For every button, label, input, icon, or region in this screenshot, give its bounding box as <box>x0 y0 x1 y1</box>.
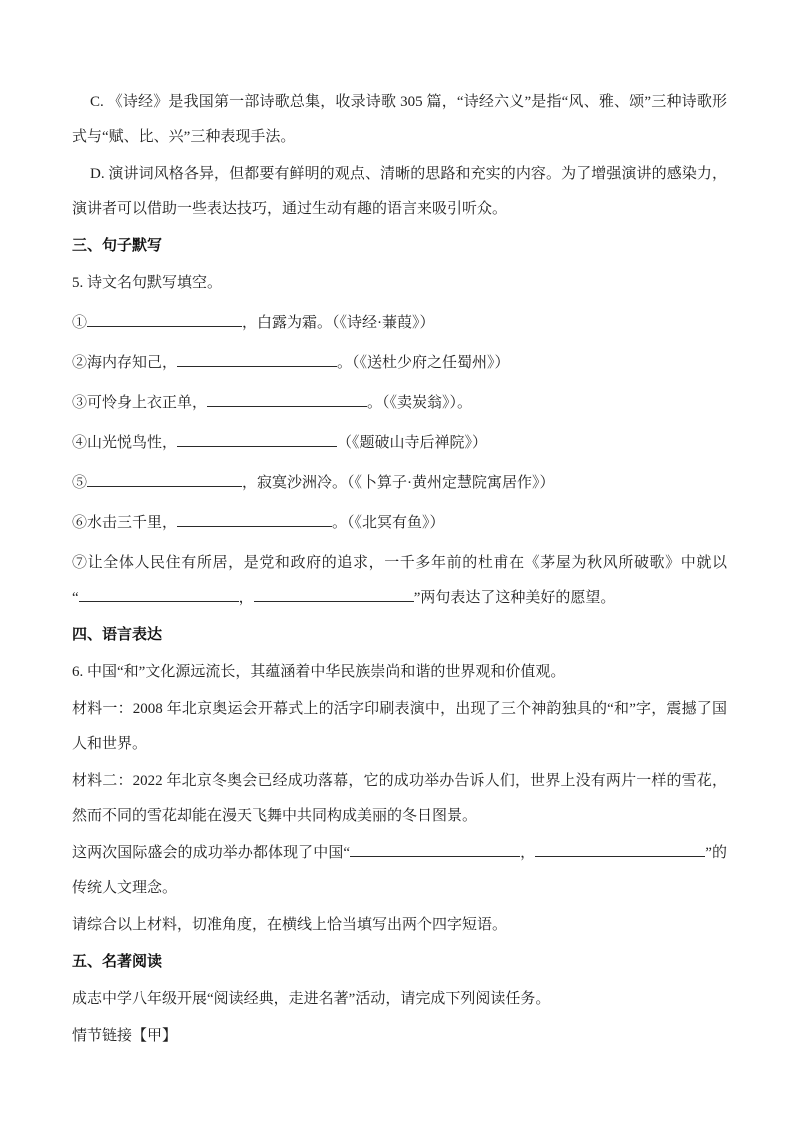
item1-post-text: ，白露为霜。（《诗经·蒹葭》） <box>242 315 435 331</box>
item4-post-text: （《题破山寺后禅院》） <box>337 435 488 451</box>
blank-item-5 <box>72 466 727 501</box>
blank-item-7-line1: ⑦让全体人民住有所居，是党和政府的追求，一千多年前的杜甫在《茅屋为秋风所破歌》中就以 <box>72 555 727 571</box>
item4-pre-text: ④山光悦鸟性， <box>72 435 178 451</box>
item5-pre-text: ⑤ <box>72 475 88 491</box>
instruction-text: 请综合以上材料，切准角度，在横线上恰当填写出两个四字短语。 <box>72 917 508 933</box>
blank-item-4 <box>72 426 727 461</box>
question5-label: 5. 诗文名句默写填空。 <box>72 275 223 291</box>
blank-item-3 <box>72 386 727 421</box>
summary-post-text: ”的 <box>705 845 727 861</box>
section4-heading: 四、语言表达 <box>72 627 163 643</box>
item7-tail-text: ”两句表达了这种美好的愿望。 <box>413 590 616 606</box>
answer-blank-5 <box>87 470 242 487</box>
material2-text: 材料二：2022 年北京冬奥会已经成功落幕，它的成功举办告诉人们，世界上没有两片一样的雪花，然而不同的雪花却能在漫天飞舞中共同构成美丽的冬日图景。 <box>72 773 727 824</box>
summary-line1 <box>72 836 727 871</box>
blank-item-6 <box>72 506 727 541</box>
item6-pre-text: ⑥水击三千里， <box>72 515 178 531</box>
blank-item-1 <box>72 306 727 341</box>
material1-text: 材料一：2008 年北京奥运会开幕式上的活字印刷表演中，出现了三个神韵独具的“和”字，震撼了国人和世界。 <box>72 701 727 752</box>
blank-item-7-line2 <box>72 581 727 616</box>
answer-blank-2 <box>177 350 337 367</box>
item3-pre-text: ③可怜身上衣正单， <box>72 395 208 411</box>
plot-link-label: 情节链接【甲】 <box>72 1028 178 1044</box>
answer-blank-8a <box>350 840 520 857</box>
item2-pre-text: ②海内存知己， <box>72 355 178 371</box>
item7-open-quote: “ <box>72 590 79 606</box>
option-d-text: D. 演讲词风格各异，但都要有鲜明的观点、清晰的思路和充实的内容。为了增强演讲的感染力，演讲者可以借助一些表达技巧，通过生动有趣的语言来吸引听众。 <box>72 166 727 217</box>
item3-post-text: 。（《卖炭翁》）。 <box>367 395 473 411</box>
answer-blank-7a <box>79 585 239 602</box>
summary-comma: ， <box>520 845 536 861</box>
item5-post-text: ，寂寞沙洲冷。（《卜算子·黄州定慧院寓居作》） <box>242 475 555 491</box>
item7-comma: ， <box>238 590 254 606</box>
option-c-text: C. 《诗经》是我国第一部诗歌总集，收录诗歌 305 篇，“诗经六义”是指“风、雅、颂”三种诗歌形式与“赋、比、兴”三种表现手法。 <box>72 94 727 145</box>
answer-blank-3 <box>207 390 367 407</box>
summary-line2: 传统人文理念。 <box>72 880 178 896</box>
answer-blank-1 <box>87 310 242 327</box>
answer-blank-4 <box>177 430 337 447</box>
question6-text: 6. 中国“和”文化源远流长，其蕴涵着中华民族崇尚和谐的世界观和价值观。 <box>72 664 566 680</box>
summary-pre-text: 这两次国际盛会的成功举办都体现了中国“ <box>72 845 351 861</box>
answer-blank-7b <box>254 585 414 602</box>
item6-post-text: 。（《北冥有鱼》） <box>332 515 445 531</box>
section5-heading: 五、名著阅读 <box>72 954 163 970</box>
item2-post-text: 。（《送杜少府之任蜀州》） <box>337 355 510 371</box>
section3-heading: 三、句子默写 <box>72 238 163 254</box>
answer-blank-8b <box>535 840 705 857</box>
section5-intro-text: 成志中学八年级开展“阅读经典，走进名著”活动，请完成下列阅读任务。 <box>72 991 551 1007</box>
answer-blank-6 <box>177 510 332 527</box>
item1-pre-text: ① <box>72 315 88 331</box>
blank-item-2 <box>72 346 727 381</box>
